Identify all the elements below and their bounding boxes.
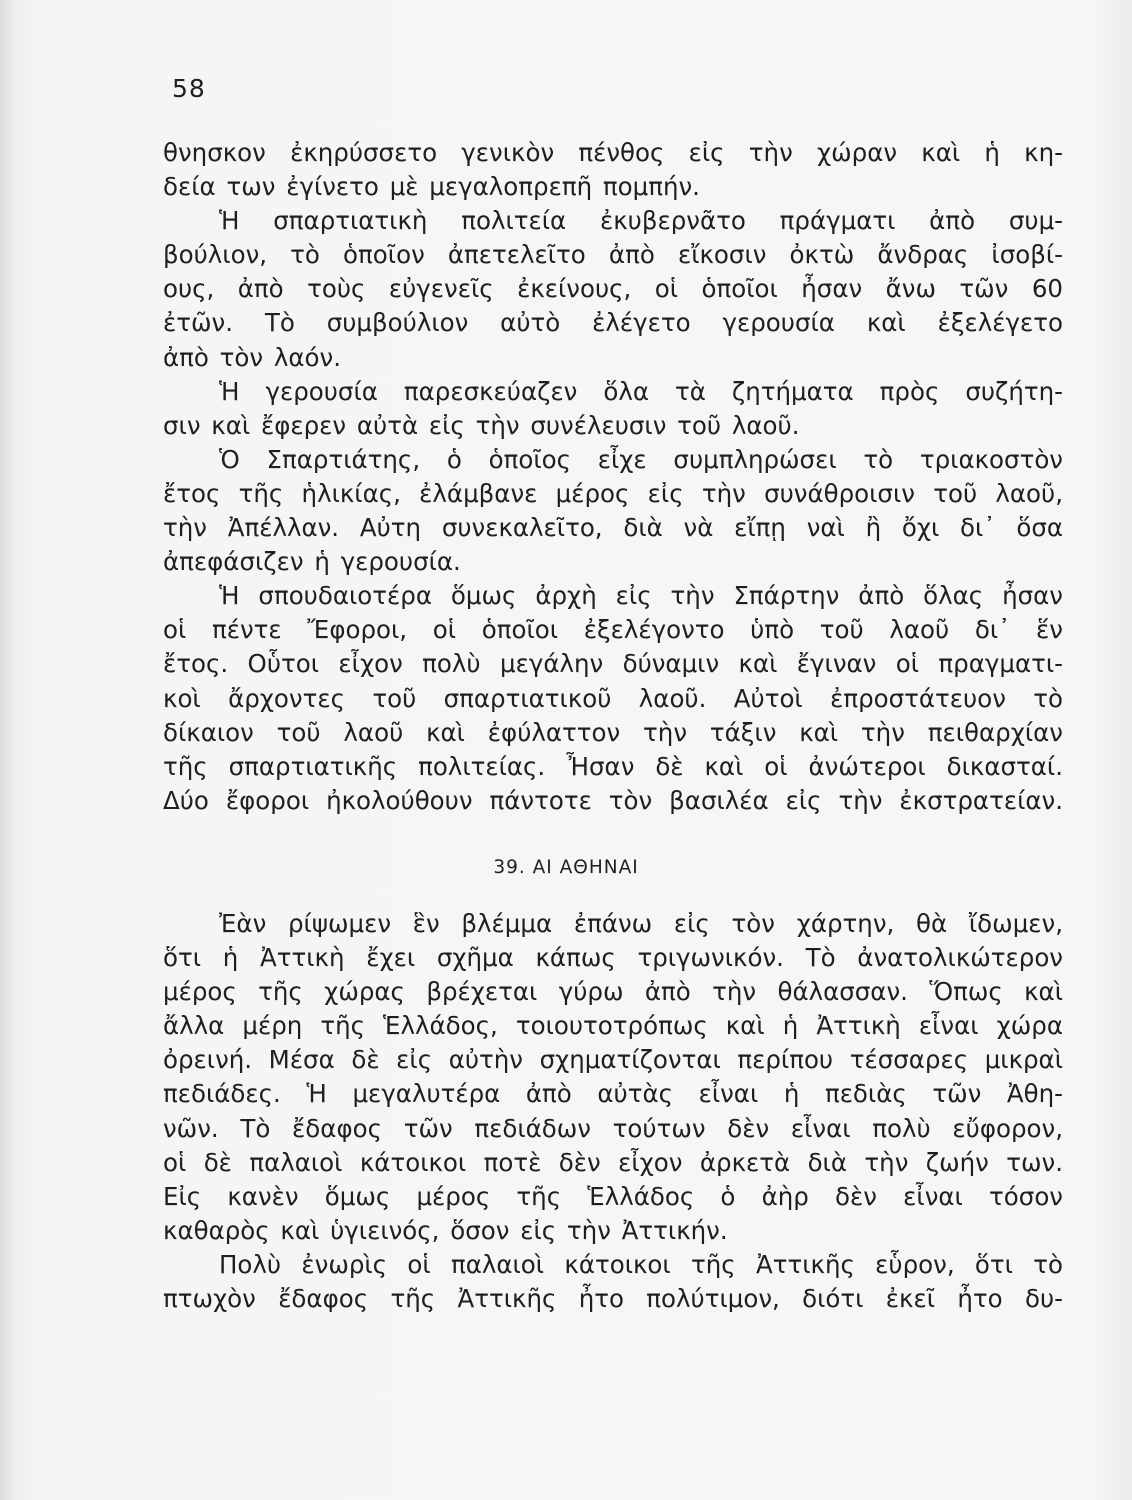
text-line: Πολὺ ἐνωρὶς οἱ παλαιοὶ κάτοικοι τῆς Ἀττικῆς εὗρον, ὅτι τὸ bbox=[219, 1249, 1063, 1279]
text-line: ἀπὸ τὸν λαόν. bbox=[163, 342, 342, 372]
section-heading: 39. ΑΙ ΑΘΗΝΑΙ bbox=[493, 857, 639, 878]
text-line: βούλιον, τὸ ὁποῖον ἀπετελεῖτο ἀπὸ εἴκοσιν ὀκτὼ ἄνδρας ἰσοβί- bbox=[163, 240, 1063, 270]
text-line: καθαρὸς καὶ ὑγιεινός, ὅσον εἰς τὴν Ἀττικήν. bbox=[163, 1215, 728, 1245]
text-line: οἱ δὲ παλαιοὶ κάτοικοι ποτὲ δὲν εἶχον ἀρκετὰ διὰ τὴν ζωήν των. bbox=[163, 1147, 1063, 1177]
text-line: κοὶ ἄρχοντες τοῦ σπαρτιατικοῦ λαοῦ. Αὐτοὶ ἐπροστάτευον τὸ bbox=[163, 683, 1063, 713]
text-line: θνησκον ἐκηρύσσετο γενικὸν πένθος εἰς τὴν χώραν καὶ ἡ κη- bbox=[163, 138, 1063, 167]
text-line: τῆς σπαρτιατικῆς πολιτείας. Ἦσαν δὲ καὶ οἱ ἀνώτεροι δικασταί. bbox=[163, 751, 1063, 781]
text-block-sparta bbox=[163, 136, 1063, 818]
text-line: οἱ πέντε Ἔφοροι, οἱ ὁποῖοι ἐξελέγοντο ὑπὸ τοῦ λαοῦ δι᾽ ἕν bbox=[163, 615, 1063, 645]
page-number: 58 bbox=[172, 74, 206, 103]
text-line: ὀρεινή. Μέσα δὲ εἰς αὐτὴν σχηματίζονται περίπου τέσσαρες μικραὶ bbox=[163, 1045, 1063, 1075]
text-line: πτωχὸν ἔδαφος τῆς Ἀττικῆς ἦτο πολύτιμον, διότι ἐκεῖ ἦτο δυ- bbox=[163, 1284, 1063, 1314]
text-line: πεδιάδες. Ἡ μεγαλυτέρα ἀπὸ αὐτὰς εἶναι ἡ πεδιὰς τῶν Ἀθη- bbox=[163, 1079, 1063, 1109]
text-line: ἀπεφάσιζεν ἡ γερουσία. bbox=[163, 547, 461, 577]
text-line: Ἡ γερουσία παρεσκεύαζεν ὅλα τὰ ζητήματα πρὸς συζήτη- bbox=[219, 376, 1063, 406]
text-line: δίκαιον τοῦ λαοῦ καὶ ἐφύλαττον τὴν τάξιν καὶ τὴν πειθαρχίαν bbox=[163, 717, 1063, 747]
text-line: ους, ἀπὸ τοὺς εὐγενεῖς ἐκείνους, οἱ ὁποῖοι ἦσαν ἄνω τῶν 60 bbox=[163, 274, 1063, 304]
text-line: δεία των ἐγίνετο μὲ μεγαλοπρεπῆ πομπήν. bbox=[163, 172, 700, 202]
text-line: νῶν. Τὸ ἔδαφος τῶν πεδιάδων τούτων δὲν εἶναι πολὺ εὔφορον, bbox=[163, 1113, 1063, 1143]
text-line: σιν καὶ ἔφερεν αὐτὰ εἰς τὴν συνέλευσιν τοῦ λαοῦ. bbox=[163, 410, 800, 440]
text-line: τὴν Ἀπέλλαν. Αὐτη συνεκαλεῖτο, διὰ νὰ εἴπῃ ναὶ ἢ ὄχι δι᾽ ὅσα bbox=[163, 513, 1063, 543]
text-line: Εἰς κανὲν ὅμως μέρος τῆς Ἑλλάδος ὁ ἀὴρ δὲν εἶναι τόσον bbox=[163, 1181, 1063, 1211]
text-line: Δύο ἔφοροι ἠκολούθουν πάντοτε τὸν βασιλέα εἰς τὴν ἐκστρατείαν. bbox=[163, 785, 1063, 815]
text-line: Ἡ σπουδαιοτέρα ὅμως ἀρχὴ εἰς τὴν Σπάρτην ἀπὸ ὅλας ἦσαν bbox=[219, 581, 1063, 611]
text-line: μέρος τῆς χώρας βρέχεται γύρω ἀπὸ τὴν θάλασσαν. Ὅπως καὶ bbox=[163, 977, 1063, 1007]
text-line: ἔτος. Οὗτοι εἶχον πολὺ μεγάλην δύναμιν καὶ ἔγιναν οἱ πραγματι- bbox=[163, 649, 1063, 679]
text-line: ἔτος τῆς ἡλικίας, ἐλάμβανε μέρος εἰς τὴν συνάθροισιν τοῦ λαοῦ, bbox=[163, 478, 1063, 508]
text-block-athens bbox=[163, 907, 1063, 1316]
text-line: Ἐὰν ρίψωμεν ἓν βλέμμα ἐπάνω εἰς τὸν χάρτην, θὰ ἴδωμεν, bbox=[219, 909, 1063, 938]
text-line: ὅτι ἡ Ἀττικὴ ἔχει σχῆμα κάπως τριγωνικόν. Τὸ ἀνατολικώτερον bbox=[163, 943, 1063, 973]
text-line: Ἡ σπαρτιατικὴ πολιτεία ἐκυβερνᾶτο πράγματι ἀπὸ συμ- bbox=[219, 206, 1063, 236]
text-line: ἐτῶν. Τὸ συμβούλιον αὐτὸ ἐλέγετο γερουσία καὶ ἐξελέγετο bbox=[163, 308, 1063, 338]
text-line: Ὁ Σπαρτιάτης, ὁ ὁποῖος εἶχε συμπληρώσει τὸ τριακοστὸν bbox=[219, 444, 1063, 474]
text-line: ἄλλα μέρη τῆς Ἑλλάδος, τοιουτοτρόπως καὶ ἡ Ἀττικὴ εἶναι χώρα bbox=[163, 1011, 1063, 1041]
